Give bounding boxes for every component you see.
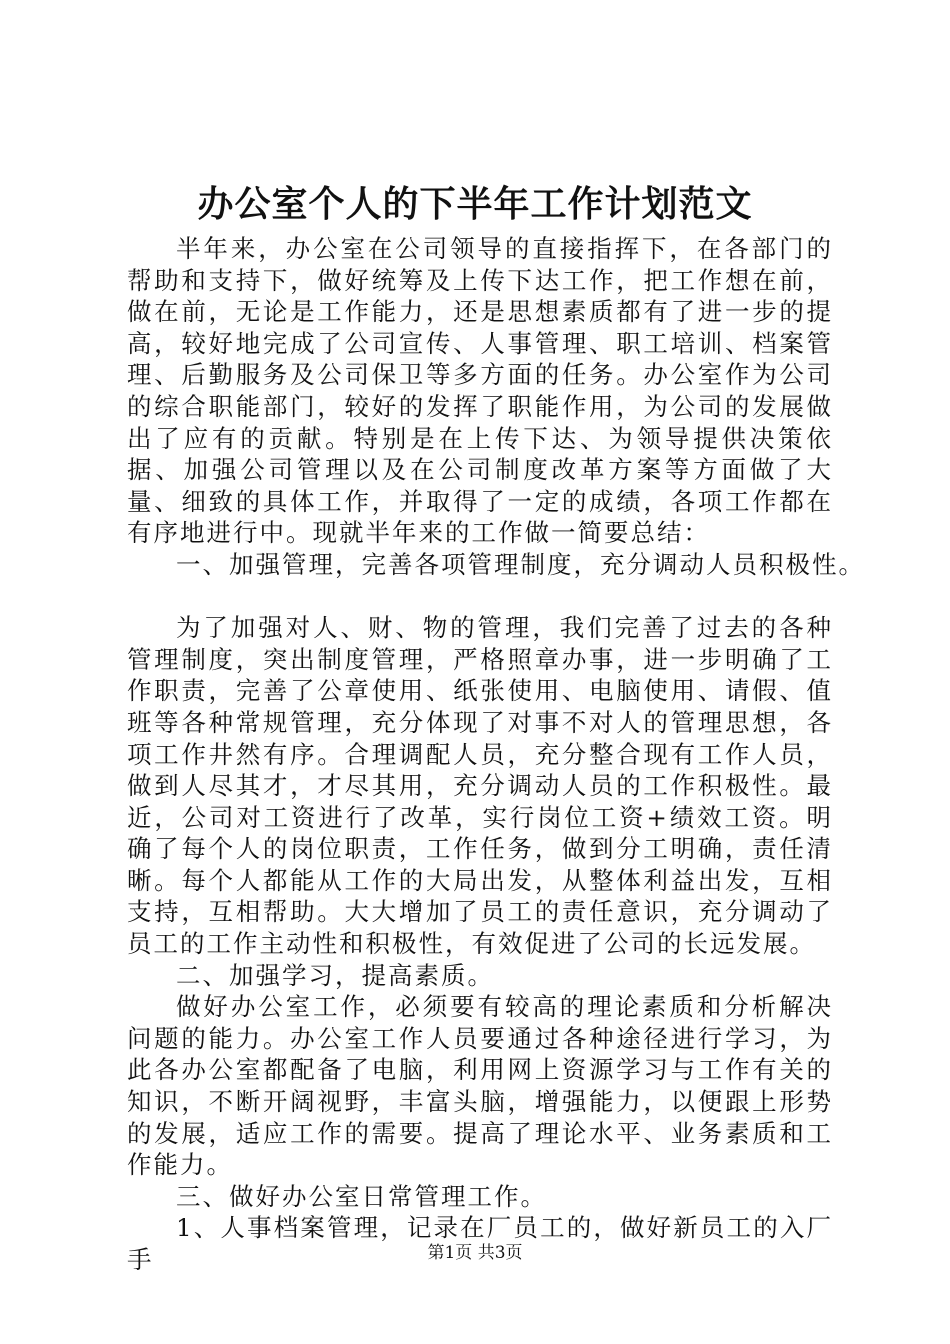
section-heading-1: 一、加强管理，完善各项管理制度，充分调动人员积极性。	[176, 549, 865, 579]
paragraph-hr-archive: 1、人事档案管理，记录在厂员工的，做好新员工的入厂手	[127, 1213, 833, 1274]
section-heading-2: 二、加强学习，提高素质。	[176, 960, 494, 990]
paragraph-management: 为了加强对人、财、物的管理，我们完善了过去的各种管理制度，突出制度管理，严格照章办事，进一步明确了工作职责，完善了公章使用、纸张使用、电脑使用、请假、值班等各种常规管理，充分体现了对事不对人的管理思想，各项工作井然有序。合理调配人员，充分整合现有工作人员，做到人尽其才，才尽其用，充分调动人员的工作积极性。最近，公司对工资进行了改革，实行岗位工资+绩效工资。明确了每个人的岗位职责，工作任务，做到分工明确，责任清晰。每个人都能从工作的大局出发，从整体利益出发，互相支持，互相帮助。大大增加了员工的责任意识，充分调动了员工的工作主动性和积极性，有效促进了公司的长远发展。	[127, 613, 833, 959]
blank-line	[127, 581, 833, 613]
section-heading-3: 三、做好办公室日常管理工作。	[176, 1181, 547, 1211]
page-number-footer: 第1页 共3页	[427, 1243, 523, 1263]
paragraph-study: 做好办公室工作，必须要有较高的理论素质和分析解决问题的能力。办公室工作人员要通过各种途径进行学习，为此各办公室都配备了电脑，利用网上资源学习与工作有关的知识，不断开阔视野，丰富头脑，增强能力，以便跟上形势的发展，适应工作的需要。提高了理论水平、业务素质和工作能力。	[127, 992, 833, 1180]
document-title: 办公室个人的下半年工作计划范文	[197, 183, 753, 225]
document-body	[127, 233, 865, 1276]
paragraph-intro: 半年来，办公室在公司领导的直接指挥下，在各部门的帮助和支持下，做好统筹及上传下达工作，把工作想在前，做在前，无论是工作能力，还是思想素质都有了进一步的提高，较好地完成了公司宣传、人事管理、职工培训、档案管理、后勤服务及公司保卫等多方面的任务。办公室作为公司的综合职能部门，较好的发挥了职能作用，为公司的发展做出了应有的贡献。特别是在上传下达、为领导提供决策依据、加强公司管理以及在公司制度改革方案等方面做了大量、细致的具体工作，并取得了一定的成绩，各项工作都在有序地进行中。现就半年来的工作做一简要总结：	[127, 234, 833, 548]
